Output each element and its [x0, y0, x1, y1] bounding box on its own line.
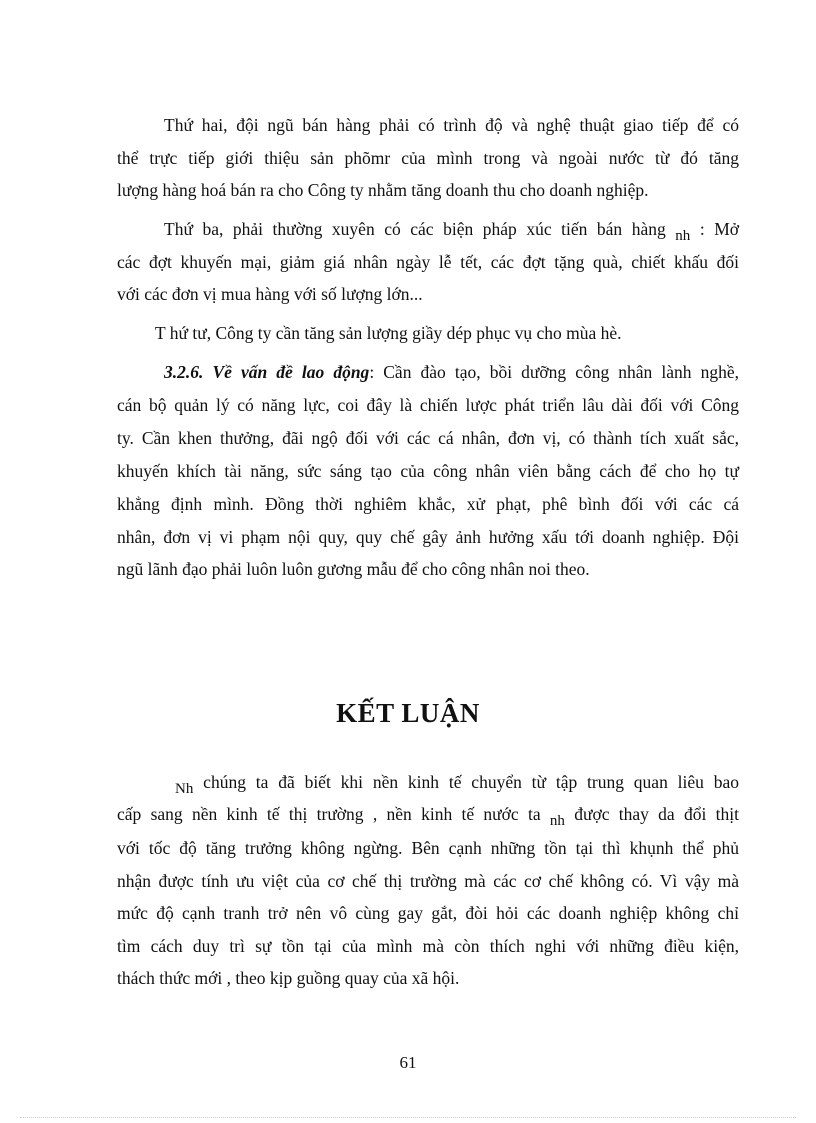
paragraph-1-line-1: Thứ hai, đội ngũ bán hàng phải có trình độ và nghệ thuật giao tiếp để có — [164, 115, 739, 135]
paragraph-2-line-1-sub: nh — [675, 228, 691, 244]
paragraph-1-line-2: thể trực tiếp giới thiệu sản phõmr của mình trong và ngoài nước từ đó tăng — [117, 148, 739, 168]
paragraph-2-line-2: các đợt khuyến mại, giảm giá nhân ngày lễ tết, các đợt tặng quà, chiết khấu đối — [117, 252, 739, 272]
paragraph-4-line-6: nhân, đơn vị vi phạm nội quy, quy chế gây ảnh hưởng xấu tới doanh nghiệp. Đội — [117, 527, 739, 547]
paragraph-4-line-1-rest: : Cần đào tạo, bồi dưỡng công nhân lành nghề, — [369, 362, 739, 382]
conclusion-line-2-sub: nh — [549, 813, 565, 829]
conclusion-line-1 — [175, 770, 739, 796]
paragraph-2-line-1-tail: : Mở — [699, 219, 740, 239]
paragraph-4-line-4: khuyến khích tài năng, sức sáng tạo của công nhân viên bằng cách để cho họ tự — [117, 461, 739, 481]
conclusion-line-2-tail: được thay da đổi thịt — [574, 804, 739, 824]
paragraph-4-line-2: cán bộ quản lý có năng lực, coi đây là chiến lược phát triển lâu dài đối với Công — [117, 395, 739, 415]
paragraph-4-line-7: ngũ lãnh đạo phải luôn luôn gương mẫu để cho công nhân noi theo. — [117, 559, 590, 579]
conclusion-line-2 — [117, 802, 739, 828]
conclusion-line-7: thách thức mới , theo kịp guồng quay của xã hội. — [117, 968, 460, 988]
paragraph-2-line-1 — [164, 217, 739, 243]
conclusion-line-1-text: chúng ta đã biết khi nền kinh tế chuyển từ tập trung quan liêu bao — [203, 772, 739, 792]
paragraph-3: T hứ tư, Công ty cần tăng sản lượng giầy dép phục vụ cho mùa hè. — [155, 323, 622, 343]
paragraph-4-line-3: ty. Cần khen thưởng, đãi ngộ đối với các cá nhân, đơn vị, có thành tích xuất sắc, — [117, 428, 739, 448]
conclusion-line-4: nhận được tính ưu việt của cơ chế thị trường mà các cơ chế không có. Vì vậy mà — [117, 871, 739, 891]
section-heading-3-2-6: 3.2.6. Về vấn đề lao động — [164, 362, 370, 382]
paragraph-2-line-3: với các đơn vị mua hàng với số lượng lớn... — [117, 284, 423, 304]
conclusion-line-2-text: cấp sang nền kinh tế thị trường , nền kinh tế nước ta — [117, 804, 541, 824]
conclusion-line-1-sub: Nh — [175, 781, 194, 797]
page-number: 61 — [399, 1053, 417, 1072]
conclusion-line-6: tìm cách duy trì sự tồn tại của mình mà còn thích nghi với những điều kiện, — [117, 936, 739, 956]
paragraph-4-line-1 — [164, 360, 739, 384]
paragraph-1-line-3: lượng hàng hoá bán ra cho Công ty nhằm tăng doanh thu cho doanh nghiệp. — [117, 180, 649, 200]
page-bottom-divider — [20, 1117, 796, 1118]
conclusion-line-5: mức độ cạnh tranh trở nên vô cùng gay gắt, đòi hỏi các doanh nghiệp không chỉ — [117, 903, 739, 923]
paragraph-2-line-1-text: Thứ ba, phải thường xuyên có các biện pháp xúc tiến bán hàng — [164, 219, 666, 239]
paragraph-4-line-5: khẳng định mình. Đồng thời nghiêm khắc, xử phạt, phê bình đối với các cá — [117, 494, 739, 514]
conclusion-line-3: với tốc độ tăng trưởng không ngừng. Bên cạnh những tồn tại thì khụnh thể phủ — [117, 838, 739, 858]
conclusion-title: KẾT LUẬN — [336, 698, 480, 728]
